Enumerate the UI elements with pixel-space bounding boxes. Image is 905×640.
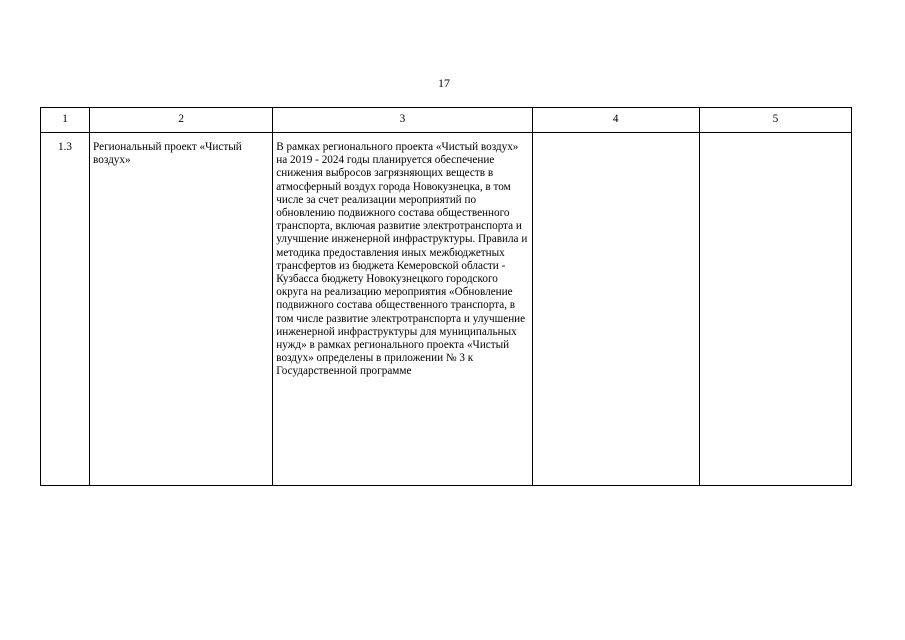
row-number-cell: 1.3 [41, 133, 90, 486]
header-cell-2: 2 [90, 108, 273, 133]
table-header-row [41, 108, 852, 133]
page-number: 17 [438, 76, 450, 90]
row-description-cell: В рамках регионального проекта «Чистый воздух» на 2019 - 2024 годы планируется обеспечение снижения выбросов загрязняющих веществ в атмосферный воздух города Новокузнецка, в том числе за счет реализации мероприятий по обновлению подвижного состава общественного транспорта, включая развитие электротранспорта и улучшение инженерной инфраструктуры. Правила и методика предоставления иных межбюджетных трансфертов из бюджета Кемеровской области - Кузбасса бюджету Новокузнецкого городского округа на реализацию мероприятия «Обновление подвижного состава общественного транспорта, в том числе развитие электротранспорта и улучшение инженерной инфраструктуры для муниципальных нужд» в рамках регионального проекта «Чистый воздух» определены в приложении № 3 к Государственной программе [273, 133, 532, 486]
header-cell-5: 5 [699, 108, 851, 133]
table-row [41, 133, 852, 486]
header-cell-1: 1 [41, 108, 90, 133]
program-table [40, 107, 852, 486]
header-cell-4: 4 [532, 108, 699, 133]
header-cell-3: 3 [273, 108, 532, 133]
row-col5-cell [699, 133, 851, 486]
row-name-cell: Региональный проект «Чистый воздух» [90, 133, 273, 486]
row-col4-cell [532, 133, 699, 486]
